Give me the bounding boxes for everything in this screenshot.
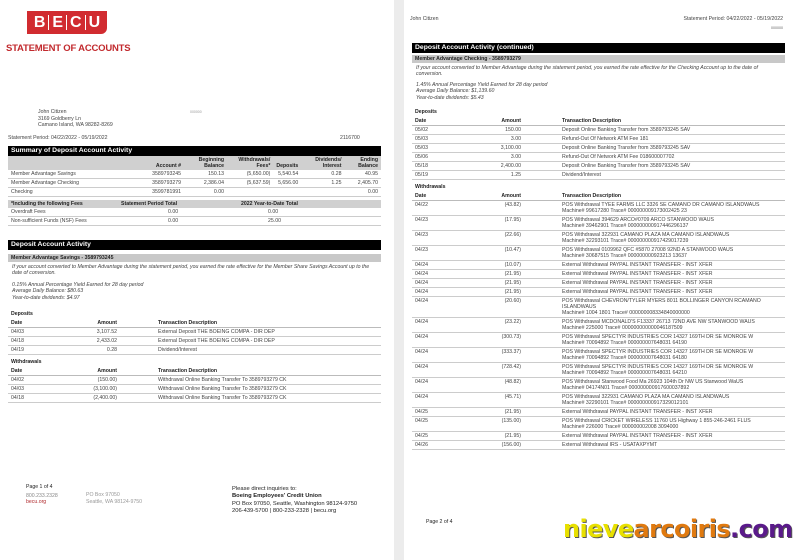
transaction-trace: Machine# 70094892 Trace# 000000007648031 64190	[562, 340, 687, 347]
ytd-dividends-text: Year-to-date dividends: $4.97	[12, 294, 80, 301]
col-description: Transaction Description	[524, 192, 785, 201]
yield-info	[8, 279, 381, 303]
table-row	[412, 441, 785, 450]
cell: Withdrawal Online Banking Transfer To 3589793279 CK	[120, 385, 381, 394]
conversion-notice: If your account converted to Member Advantage during the statement period, you earned the rate effective for the Checking Account up to the date of conversion.	[416, 65, 758, 78]
address-line1: 3169 Goldberry Ln	[38, 115, 81, 122]
cell	[524, 288, 785, 297]
pobox-line2: Seattle, WA 98124-9750	[86, 498, 143, 505]
page-gutter	[394, 0, 404, 560]
cell: 04/24	[412, 297, 452, 318]
cell: 05/03	[412, 135, 452, 144]
cell: 04/24	[412, 279, 452, 288]
cell: (5,650.00)	[227, 170, 273, 179]
cell: (21.95)	[452, 432, 524, 441]
table-row	[8, 170, 381, 179]
cell: 04/03	[8, 385, 48, 394]
table-row	[8, 208, 381, 217]
page2-name: John Citizen	[410, 16, 439, 22]
fees-table	[8, 200, 381, 226]
cell: 3.00	[452, 153, 524, 162]
table-row	[412, 432, 785, 441]
activity-continued-title: Deposit Account Activity (continued)	[412, 43, 785, 53]
transaction-description: POS Withdrawal CHEVRON/TYLER MYERS 8011 BOLLINGER CANYON RCAMANO ISLANDWAUS	[562, 298, 761, 311]
col-amount: Amount	[48, 367, 120, 376]
cell: 5,540.54	[273, 170, 301, 179]
transaction-description: External Withdrawal PAYPAL INSTANT TRANSFER - INST XFER	[562, 409, 713, 416]
cell	[524, 216, 785, 231]
cell: 0.28	[48, 346, 120, 355]
deposits-label: Deposits	[415, 109, 437, 116]
cell: 04/25	[412, 432, 452, 441]
inquiries-block	[232, 486, 357, 516]
table-row	[412, 417, 785, 432]
cell	[524, 201, 785, 216]
withdrawals-label: Withdrawals	[415, 184, 446, 191]
table-row	[412, 270, 785, 279]
transaction-trace: Machine# 1004 1801 Trace# 000000008334840000000	[562, 310, 690, 317]
cell: 04/02	[8, 376, 48, 385]
cell: (21.95)	[452, 279, 524, 288]
transaction-description: POS Withdrawal TYEE FARMS LLC 3326 SE CAMANO DR CAMANO ISLANDWAUS	[562, 202, 760, 209]
cell: 04/24	[412, 393, 452, 408]
reference-code: 2116700	[340, 135, 360, 141]
cell	[524, 432, 785, 441]
inquiries-address: PO Box 97050, Seattle, Washington 98124-9750	[232, 500, 358, 507]
pobox-line1: PO Box 97050	[86, 492, 120, 498]
table-row	[8, 385, 381, 394]
table-row	[8, 376, 381, 385]
cell: 0.00	[118, 208, 238, 217]
footer-website-link[interactable]: becu.org	[26, 499, 47, 505]
cell: 04/23	[412, 216, 452, 231]
table-row	[412, 408, 785, 417]
cell: 04/25	[412, 417, 452, 432]
cell: Dividend/Interest	[524, 171, 785, 180]
cell: 3599781991	[128, 188, 184, 197]
table-row	[412, 348, 785, 363]
cell: Refund-Out Of Network ATM Fee 018600007702	[524, 153, 785, 162]
cell: (3,100.00)	[48, 385, 120, 394]
cell: Checking	[8, 188, 128, 197]
conversion-notice: If your account converted to Member Advantage during the statement period, you earned the rate effective for the Member Share Savings Account up to the date of conversion.	[12, 264, 370, 277]
cell	[227, 188, 273, 197]
cell: (333.37)	[452, 348, 524, 363]
watermark-part2: arcoiris	[633, 515, 731, 543]
cell: 04/03	[8, 328, 48, 337]
col-date: Date	[8, 367, 48, 376]
transaction-trace: Machine# 226000 Trace# 000000002008 3094000	[562, 424, 679, 431]
table-row	[8, 337, 381, 346]
cell: 3589793279	[128, 179, 184, 188]
footer-pobox	[86, 492, 142, 505]
transaction-description: External Withdrawal PAYPAL INSTANT TRANSFER - INST XFER	[562, 289, 713, 296]
checking-account-label: Member Advantage Checking - 3589793279	[412, 55, 785, 63]
table-row	[412, 363, 785, 378]
fees-header-label: *Including the following Fees	[8, 200, 118, 208]
address-line2: Camano Island, WA 98282-8269	[38, 122, 113, 129]
apy-text: 1.45% Annual Percentage Yield Earned for 28 day period	[416, 81, 548, 88]
cell: (22.66)	[452, 231, 524, 246]
cell: 40.95	[345, 170, 381, 179]
page2-code: 000000	[771, 26, 783, 30]
cell	[273, 188, 301, 197]
mailing-address	[38, 109, 113, 129]
summary-title: Summary of Deposit Account Activity	[8, 146, 381, 156]
cell: 04/26	[412, 441, 452, 450]
cell: 04/18	[8, 337, 48, 346]
statement-title: STATEMENT OF ACCOUNTS	[6, 43, 131, 54]
summary-section	[8, 146, 381, 226]
cell: 5,656.00	[273, 179, 301, 188]
logo-letter-c: C	[66, 15, 85, 30]
footer-phone: 800.233.2328	[26, 493, 58, 499]
cell	[524, 408, 785, 417]
cell: (45.71)	[452, 393, 524, 408]
transaction-trace: Machine# 99617280 Trace# 000000009173002425 23	[562, 208, 687, 215]
cell	[301, 188, 344, 197]
inquiries-label: Please direct inquiries to:	[232, 486, 297, 492]
cell	[524, 279, 785, 288]
table-row	[412, 162, 785, 171]
cell: (150.00)	[48, 376, 120, 385]
cell: 04/24	[412, 348, 452, 363]
cell	[524, 261, 785, 270]
summary-table	[8, 156, 381, 197]
fees-header-ytd: 2022 Year-to-Date Total	[238, 200, 381, 208]
summary-header-withdrawals: Withdrawals/ Fees*	[227, 156, 273, 170]
summary-header-ending: Ending Balance	[345, 156, 381, 170]
logo-letter-b: B	[33, 14, 46, 31]
table-row	[412, 246, 785, 261]
cell: 05/06	[412, 153, 452, 162]
avg-balance-text: Average Daily Balance: $1,139.60	[416, 88, 495, 95]
cell: Non-sufficient Funds (NSF) Fees	[8, 217, 118, 226]
cell: 04/24	[412, 318, 452, 333]
inquiries-org: Boeing Employees' Credit Union	[232, 493, 322, 500]
cell: 3,100.00	[452, 144, 524, 153]
cell: 04/24	[412, 363, 452, 378]
cell: 0.00	[238, 208, 381, 217]
cell: 2,405.70	[345, 179, 381, 188]
table-row	[8, 217, 381, 226]
cell: 05/19	[412, 171, 452, 180]
cell: 05/03	[412, 144, 452, 153]
summary-header-deposits: Deposits	[273, 156, 301, 170]
transaction-description: External Withdrawal PAYPAL INSTANT TRANSFER - INST XFER	[562, 433, 713, 440]
cell	[524, 318, 785, 333]
yield-info	[412, 80, 785, 103]
col-description: Transaction Description	[524, 117, 785, 126]
cell: 0.00	[345, 188, 381, 197]
deposit-activity-section	[8, 240, 381, 403]
table-row	[8, 179, 381, 188]
cell: 2,400.00	[452, 162, 524, 171]
cell: Deposit Online Banking Transfer from 3589793245 SAV	[524, 162, 785, 171]
cell: 2,386.04	[184, 179, 227, 188]
cell: (10.07)	[452, 261, 524, 270]
inquiries-contact: 206-439-5700 | 800-233-2328 | becu.org	[232, 508, 337, 515]
cell: (728.42)	[452, 363, 524, 378]
table-row	[412, 279, 785, 288]
cell: 04/22	[412, 201, 452, 216]
table-row	[412, 261, 785, 270]
table-row	[412, 231, 785, 246]
address-name: John Citizen	[38, 109, 67, 115]
table-row	[412, 201, 785, 216]
apy-text: 0.15% Annual Percentage Yield Earned for 28 day period	[12, 281, 144, 288]
cell: (156.00)	[452, 441, 524, 450]
transaction-trace: Machine# 04174N01 Trace# 000000000917600037892	[562, 385, 690, 392]
cell: (43.82)	[452, 201, 524, 216]
cell: (21.95)	[452, 270, 524, 279]
table-row	[8, 328, 381, 337]
cell: 150.00	[452, 126, 524, 135]
fees-header-period: Statement Period Total	[118, 200, 238, 208]
cell: (5,637.59)	[227, 179, 273, 188]
cell: 0.28	[301, 170, 344, 179]
cell: Deposit Online Banking Transfer from 3589793245 SAV	[524, 144, 785, 153]
watermark-logo	[563, 515, 793, 543]
cell: 1.25	[301, 179, 344, 188]
col-amount: Amount	[48, 319, 120, 328]
logo-letter-e: E	[48, 15, 66, 30]
transaction-description: POS Withdrawal SPECTYR INDUSTRIES COR 14327 169TH DR SE MONROE W	[562, 349, 754, 356]
table-row	[412, 288, 785, 297]
cell: (10.47)	[452, 246, 524, 261]
table-row	[8, 394, 381, 403]
checking-withdrawals-table	[412, 192, 785, 450]
cell: 0.00	[184, 188, 227, 197]
cell: 04/25	[412, 408, 452, 417]
address-code: 000000	[190, 110, 202, 114]
page2-number: Page 2 of 4	[426, 519, 453, 525]
page-number: Page 1 of 4	[26, 484, 53, 490]
transaction-trace: Machine# 39462901 Trace# 000000000917446296137	[562, 223, 689, 230]
cell: Member Advantage Savings	[8, 170, 128, 179]
col-date: Date	[412, 192, 452, 201]
cell: 04/24	[412, 270, 452, 279]
savings-withdrawals-table	[8, 367, 381, 403]
cell: 05/18	[412, 162, 452, 171]
cell: (20.60)	[452, 297, 524, 318]
cell	[524, 270, 785, 279]
cell: 1.25	[452, 171, 524, 180]
checking-deposits-table	[412, 117, 785, 180]
statement-page-1	[0, 0, 394, 560]
cell	[524, 297, 785, 318]
transaction-description: POS Withdrawal Stanwood Food Ma 26923 104th Dr NW US Stanwood WaUS	[562, 379, 744, 386]
cell: 04/18	[8, 394, 48, 403]
cell	[524, 393, 785, 408]
avg-balance-text: Average Daily Balance: $80.63	[12, 288, 84, 295]
cell: 04/24	[412, 288, 452, 297]
summary-header-dividends: Dividends/ Interest	[301, 156, 344, 170]
cell: (135.00)	[452, 417, 524, 432]
cell: Refund-Out Of Network ATM Fee 181	[524, 135, 785, 144]
transaction-description: POS Withdrawal SPECTYR INDUSTRIES COR 14327 169TH DR SE MONROE W	[562, 364, 754, 371]
table-row	[412, 297, 785, 318]
watermark-part1: nieve	[563, 515, 634, 543]
cell: Withdrawal Online Banking Transfer To 3589793279 CK	[120, 376, 381, 385]
cell	[524, 246, 785, 261]
logo-letter-u: U	[85, 15, 104, 30]
table-row	[412, 126, 785, 135]
checking-activity-section	[412, 43, 785, 450]
transaction-description: POS Withdrawal MCDONALD'S F13337 26713 72ND AVE NW STANWOOD WAUS	[562, 319, 755, 326]
transaction-trace: Machine# 32293101 Trace# 000000000917429017239	[562, 238, 689, 245]
cell: 04/23	[412, 231, 452, 246]
cell: 04/24	[412, 333, 452, 348]
account-label: Member Advantage Savings - 3589793245	[8, 254, 381, 262]
transaction-trace: Machine# 70094892 Trace# 000000007648031 64210	[562, 370, 687, 377]
cell: 05/02	[412, 126, 452, 135]
cell: Overdraft Fees	[8, 208, 118, 217]
col-date: Date	[8, 319, 48, 328]
cell: (21.95)	[452, 408, 524, 417]
watermark-part3: .com	[730, 515, 793, 543]
cell: 25.00	[238, 217, 381, 226]
transaction-description: External Withdrawal PAYPAL INSTANT TRANSFER - INST XFER	[562, 280, 713, 287]
cell: Dividend/Interest	[120, 346, 381, 355]
page2-statement-period: Statement Period: 04/22/2022 - 05/19/2022	[683, 16, 783, 22]
table-row	[412, 393, 785, 408]
col-amount: Amount	[452, 192, 524, 201]
cell: 04/24	[412, 378, 452, 393]
transaction-description: POS Withdrawal SPECTYR INDUSTRIES COR 14327 169TH DR SE MONROE W	[562, 334, 754, 341]
cell: 04/23	[412, 246, 452, 261]
transaction-description: POS Withdrawal 394629 ARCO#0709 ARCO STANWOOD WAUS	[562, 217, 714, 224]
transaction-description: POS Withdrawal 0109962 QFC #5870 27008 92ND A STANWOOD WAUS	[562, 247, 734, 254]
table-row	[8, 188, 381, 197]
cell: (300.73)	[452, 333, 524, 348]
cell: (17.95)	[452, 216, 524, 231]
becu-logo	[27, 11, 107, 34]
deposits-label: Deposits	[11, 311, 33, 318]
cell	[524, 231, 785, 246]
transaction-description: POS Withdrawal 322931 CAMANO PLAZA MA CAMANO ISLANDWAUS	[562, 394, 730, 401]
cell	[524, 441, 785, 450]
cell: 3.00	[452, 135, 524, 144]
cell: (23.22)	[452, 318, 524, 333]
cell	[524, 363, 785, 378]
summary-header-account: Account #	[128, 156, 184, 170]
transaction-description: POS Withdrawal 322931 CAMANO PLAZA MA CAMANO ISLANDWAUS	[562, 232, 730, 239]
table-row	[412, 144, 785, 153]
summary-header-beginning: Beginning Balance	[184, 156, 227, 170]
cell: (2,400.00)	[48, 394, 120, 403]
cell: External Deposit THE BOEING COMPA - DIR DEP	[120, 337, 381, 346]
table-row	[412, 135, 785, 144]
table-row	[8, 346, 381, 355]
cell: 0.00	[118, 217, 238, 226]
transaction-trace: Machine# 225000 Trace# 000000000000046187509	[562, 325, 683, 332]
cell: (48.82)	[452, 378, 524, 393]
cell: (21.95)	[452, 288, 524, 297]
transaction-description: External Withdrawal IRS - USATAXPYMT	[562, 442, 658, 449]
ytd-dividends-text: Year-to-date dividends: $5.43	[416, 94, 484, 101]
col-amount: Amount	[452, 117, 524, 126]
transaction-description: External Withdrawal PAYPAL INSTANT TRANSFER - INST XFER	[562, 271, 713, 278]
transaction-trace: Machine# 32290101 Trace# 000000000917329012101	[562, 400, 689, 407]
activity-title: Deposit Account Activity	[8, 240, 381, 250]
transaction-description: POS Withdrawal CRICKET WIRELESS 11760 US Highway 1 855-246-2461 FLUS	[562, 418, 751, 425]
cell: Deposit Online Banking Transfer from 3589793245 SAV	[524, 126, 785, 135]
table-row	[412, 333, 785, 348]
cell	[524, 417, 785, 432]
col-date: Date	[412, 117, 452, 126]
table-row	[412, 171, 785, 180]
summary-header-name	[8, 156, 128, 170]
cell: 04/19	[8, 346, 48, 355]
table-row	[412, 378, 785, 393]
cell: 3589793245	[128, 170, 184, 179]
withdrawals-label: Withdrawals	[11, 359, 42, 366]
cell: External Deposit THE BOEING COMPA - DIR DEP	[120, 328, 381, 337]
cell	[524, 348, 785, 363]
cell: 2,433.02	[48, 337, 120, 346]
statement-period: Statement Period: 04/22/2022 - 05/19/2022	[8, 135, 108, 141]
cell: 3,107.52	[48, 328, 120, 337]
cell	[524, 378, 785, 393]
table-row	[412, 153, 785, 162]
statement-page-2	[404, 0, 795, 560]
table-row	[412, 318, 785, 333]
cell	[524, 333, 785, 348]
savings-deposits-table	[8, 319, 381, 355]
col-description: Transaction Description	[120, 367, 381, 376]
cell: 04/24	[412, 261, 452, 270]
footer-left	[26, 484, 58, 505]
transaction-description: External Withdrawal PAYPAL INSTANT TRANSFER - INST XFER	[562, 262, 713, 269]
table-row	[412, 216, 785, 231]
transaction-trace: Machine# 30687515 Trace# 000000000923213 13637	[562, 253, 687, 260]
col-description: Transaction Description	[120, 319, 381, 328]
cell: Member Advantage Checking	[8, 179, 128, 188]
cell: Withdrawal Online Banking Transfer To 3589793279 CK	[120, 394, 381, 403]
cell: 150.13	[184, 170, 227, 179]
transaction-trace: Machine# 70094892 Trace# 000000007648031 64180	[562, 355, 687, 362]
